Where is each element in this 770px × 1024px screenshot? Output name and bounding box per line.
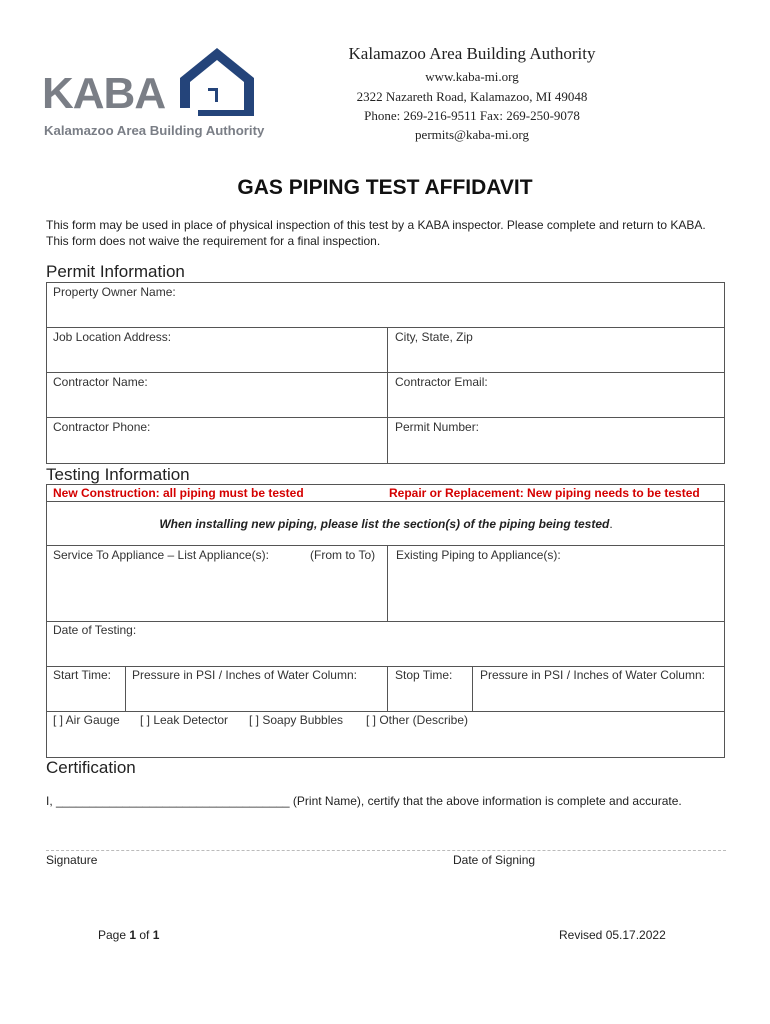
kaba-logo [42, 44, 265, 144]
new-construction-note: New Construction: all piping must be tested [53, 486, 304, 500]
logo-wordmark: KABA [42, 69, 166, 118]
permit-info-table [46, 282, 725, 464]
signature-line[interactable] [46, 850, 726, 851]
org-phone-fax: Phone: 269-216-9511 Fax: 269-250-9078 [364, 108, 580, 123]
intro-text: This form may be used in place of physical inspection of this test by a KABA inspector. Please complete and return to KABA. This form does not waive the requirement for a final inspection. [46, 218, 706, 248]
org-address: 2322 Nazareth Road, Kalamazoo, MI 49048 [356, 89, 588, 104]
job-location-field[interactable]: Job Location Address: [53, 330, 172, 344]
revision-date: Revised 05.17.2022 [559, 928, 666, 942]
org-name: Kalamazoo Area Building Authority [348, 44, 596, 63]
piping-instruction: When installing new piping, please list the section(s) of the piping being tested. [159, 517, 613, 531]
certification-statement[interactable]: I, ___________________________________ (Print Name), certify that the above information is complete and accurate. [46, 794, 682, 808]
permit-number-field[interactable]: Permit Number: [395, 420, 480, 434]
stop-pressure-field[interactable]: Pressure in PSI / Inches of Water Column: [480, 668, 705, 682]
house-icon [176, 44, 258, 116]
page-title: GAS PIPING TEST AFFIDAVIT [237, 176, 533, 199]
city-state-zip-field[interactable]: City, State, Zip [395, 330, 473, 344]
repair-replacement-note: Repair or Replacement: New piping needs to be tested [389, 486, 700, 500]
date-of-testing-field[interactable]: Date of Testing: [53, 623, 137, 637]
other-checkbox[interactable]: [ ] Other (Describe) [366, 713, 469, 727]
service-to-appliance-field[interactable]: Service To Appliance – List Appliance(s): [53, 548, 269, 562]
stop-time-field[interactable]: Stop Time: [395, 668, 453, 682]
start-time-field[interactable]: Start Time: [53, 668, 112, 682]
air-gauge-checkbox[interactable]: [ ] Air Gauge [53, 713, 120, 727]
from-to-label: (From to To) [310, 548, 376, 562]
org-website: www.kaba-mi.org [425, 69, 519, 84]
leak-detector-checkbox[interactable]: [ ] Leak Detector [140, 713, 229, 727]
date-of-signing-label: Date of Signing [453, 853, 536, 867]
existing-piping-field[interactable]: Existing Piping to Appliance(s): [396, 548, 561, 562]
contractor-phone-field[interactable]: Contractor Phone: [53, 420, 151, 434]
permit-section-heading: Permit Information [46, 262, 185, 281]
contractor-name-field[interactable]: Contractor Name: [53, 375, 148, 389]
certification-heading: Certification [46, 758, 136, 777]
org-email: permits@kaba-mi.org [415, 127, 529, 142]
signature-label: Signature [46, 853, 98, 867]
page-number: Page 1 of 1 [98, 928, 160, 942]
start-pressure-field[interactable]: Pressure in PSI / Inches of Water Column: [132, 668, 357, 682]
property-owner-field[interactable]: Property Owner Name: [53, 285, 176, 299]
testing-section-heading: Testing Information [46, 465, 190, 484]
soapy-bubbles-checkbox[interactable]: [ ] Soapy Bubbles [249, 713, 344, 727]
contractor-email-field[interactable]: Contractor Email: [395, 375, 488, 389]
logo-subtitle: Kalamazoo Area Building Authority [44, 123, 265, 138]
